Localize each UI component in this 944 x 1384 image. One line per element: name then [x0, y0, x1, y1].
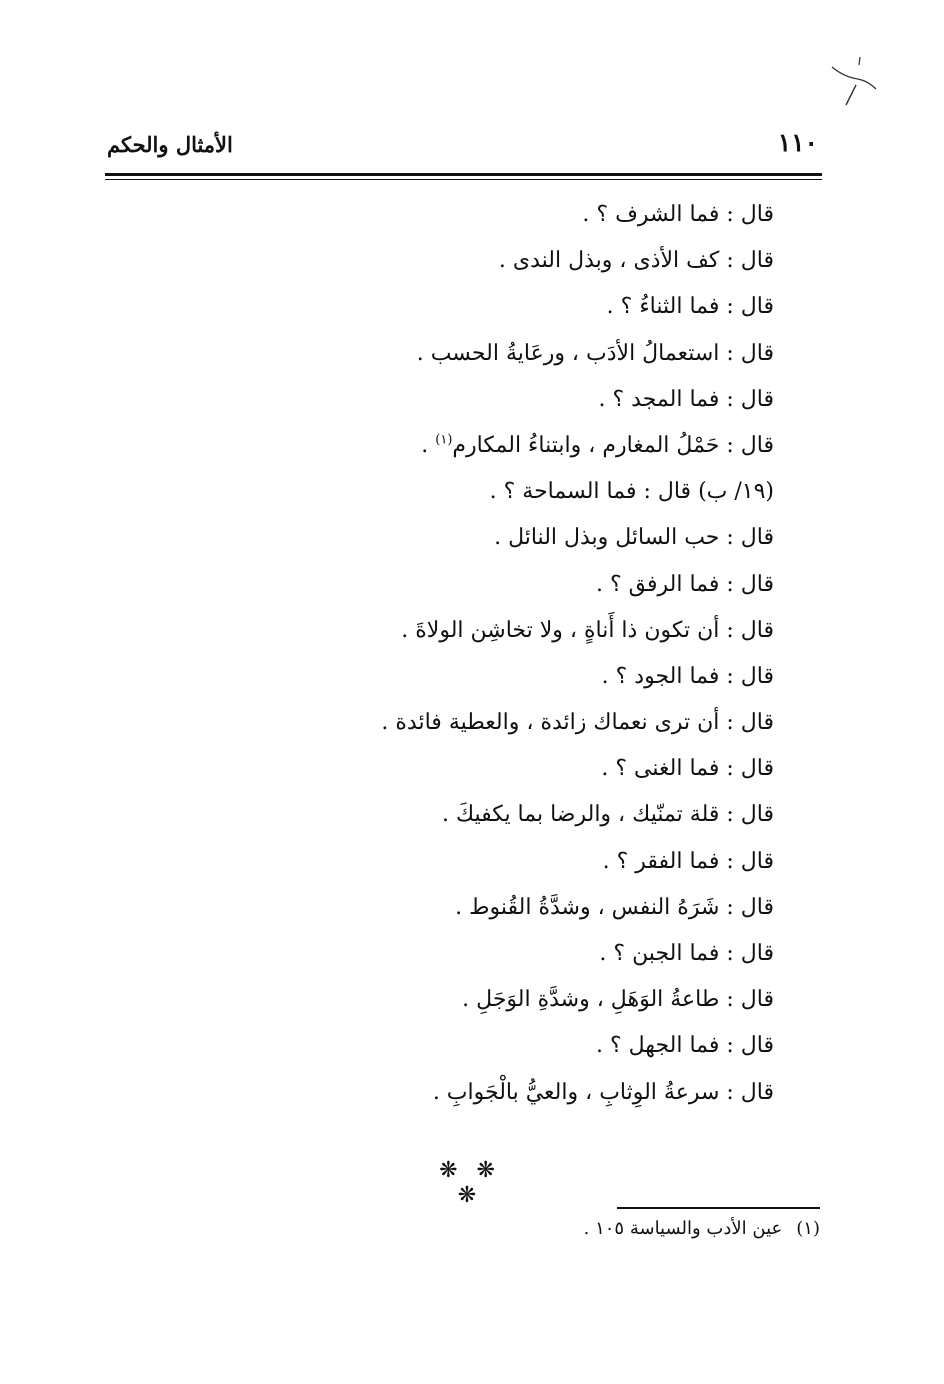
scribble-mark-icon [830, 55, 880, 110]
footnote [584, 1218, 820, 1239]
text-line: قال : فما الجود ؟ . [601, 663, 774, 689]
footnote-text: عين الأدب والسياسة ١٠٥ . [583, 1218, 783, 1239]
text-line: قال : كف الأذى ، وبذل الندى . [498, 248, 774, 274]
text-line: قال : حب السائل وبذل النائل . [494, 525, 774, 551]
text-line: قال : قلة تمنّيك ، والرضا بما يكفيكَ . [442, 802, 774, 828]
book-title: الأمثال والحكم [107, 132, 233, 157]
footnote-reference: (١) [435, 432, 453, 448]
footnote-rule [617, 1207, 820, 1209]
text-line: قال : فما الغنى ؟ . [601, 756, 774, 782]
section-separator: ❋ ❋ ❋ [439, 1158, 501, 1208]
text-line: (١٩/ ب) قال : فما السماحة ؟ . [489, 479, 774, 505]
text-line: قال : فما الثناءُ ؟ . [606, 294, 774, 320]
header-rule-thick [105, 173, 822, 176]
footnote-number: (١) [796, 1218, 820, 1239]
text-line: قال : شَرَهُ النفس ، وشدَّةُ القُنوط . [455, 894, 774, 920]
text-line: قال : أن ترى نعماك زائدة ، والعطية فائدة . [381, 710, 774, 736]
page-number: ١١٠ [777, 128, 818, 157]
text-line: قال : فما الرفق ؟ . [595, 571, 774, 597]
running-header [105, 128, 822, 168]
text-line: قال : فما الشرف ؟ . [582, 202, 774, 227]
text-line: قال : طاعةُ الوَهَلِ ، وشدَّةِ الوَجَلِ . [462, 987, 774, 1013]
text-line: قال : سرعةُ الوِثابِ ، والعيُّ بالْجَوابِ . [432, 1079, 774, 1105]
line-text: قال : حَمْلُ المغارم ، وابتناءُ المكارم [452, 432, 774, 458]
text-line: قال : فما المجد ؟ . [598, 386, 774, 412]
dialogue-text [354, 192, 774, 1116]
text-line-with-footnote [354, 423, 774, 469]
text-line: قال : استعمالُ الأدَب ، ورعَايةُ الحسب . [416, 340, 774, 366]
text-line: قال : فما الفقر ؟ . [602, 848, 774, 874]
text-line: قال : فما الجبن ؟ . [599, 941, 774, 966]
header-rule-thin [105, 179, 822, 180]
line-end: . [421, 432, 436, 458]
text-line: قال : أن تكون ذا أَناةٍ ، ولا تخاشِن الولاةَ . [401, 617, 774, 643]
text-line: قال : فما الجهل ؟ . [595, 1033, 774, 1059]
